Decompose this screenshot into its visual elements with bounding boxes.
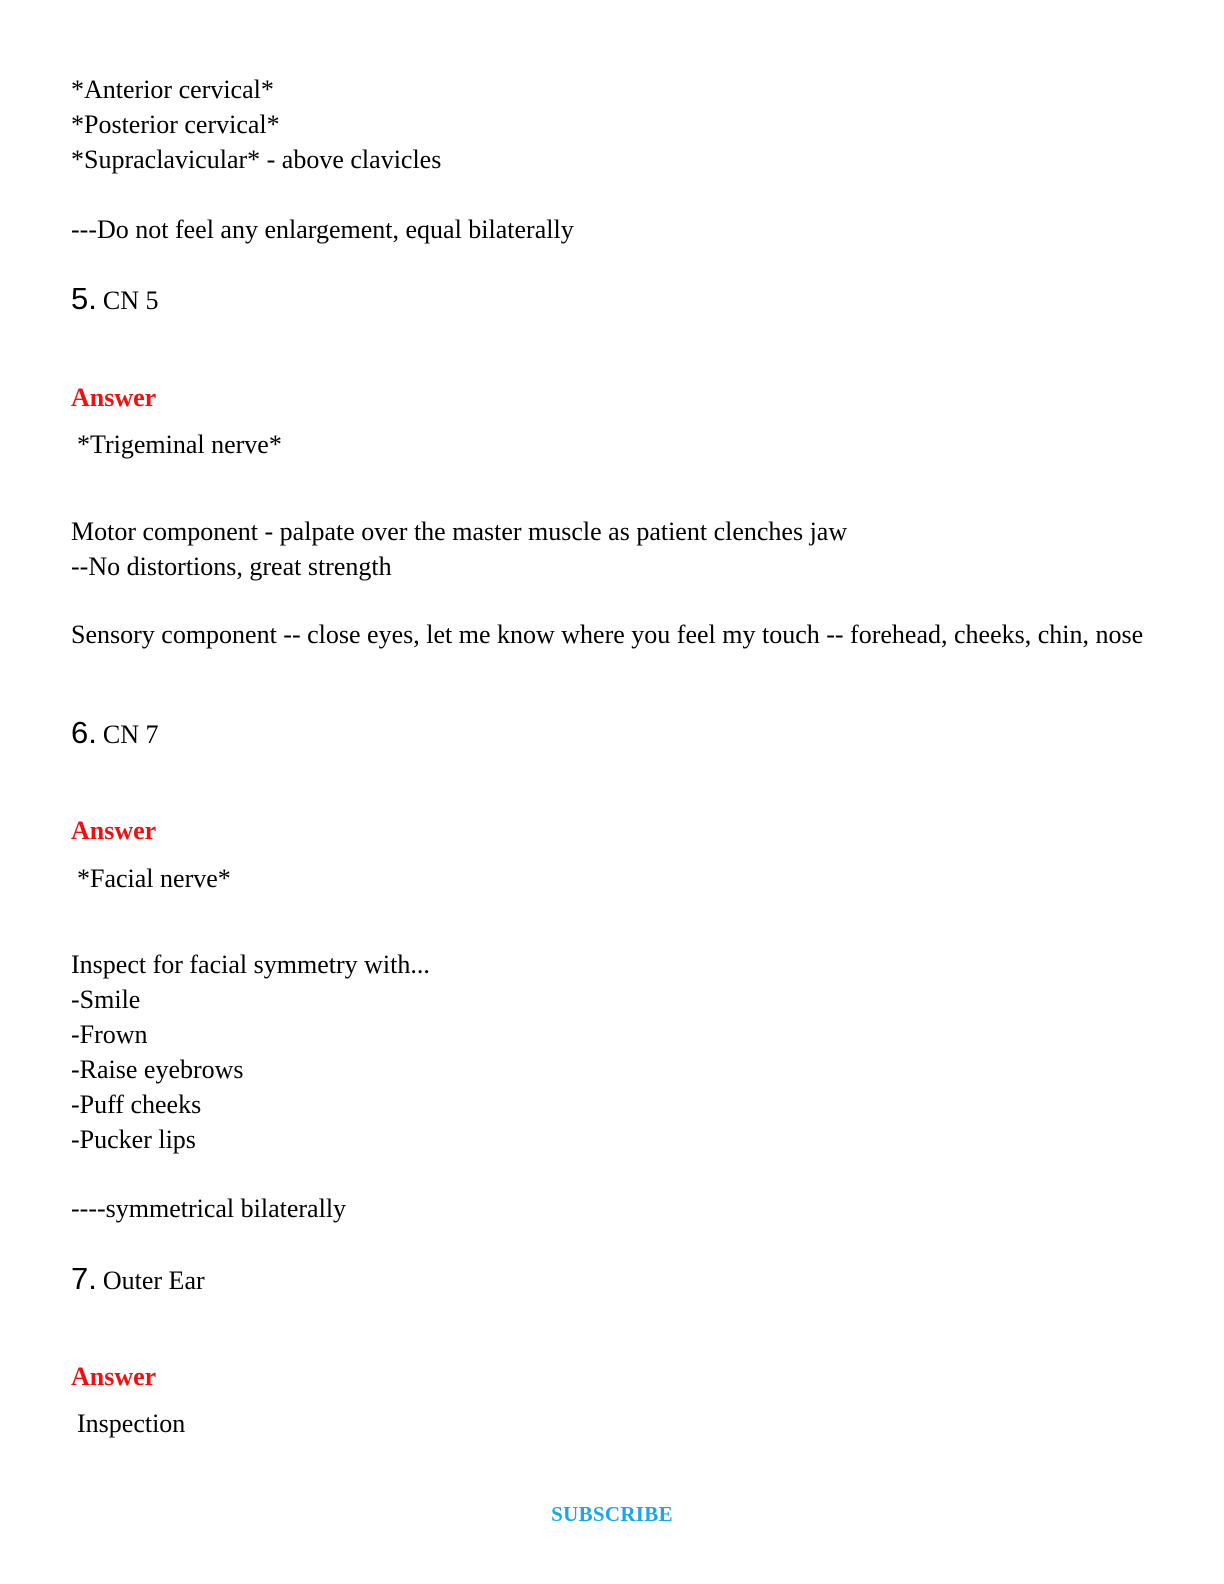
inspect-line: -Pucker lips [71, 1125, 196, 1154]
answer-text: *Trigeminal nerve* [77, 430, 282, 459]
question-title: Outer Ear [102, 1266, 205, 1295]
answer-label: Answer [71, 816, 157, 845]
sensory-component: Sensory component -- close eyes, let me know where you feel my touch -- forehead, cheeks, chin, nose [71, 620, 1144, 649]
question-heading [71, 716, 158, 752]
motor-finding: --No distortions, great strength [71, 552, 392, 581]
lymph-node-line: *Posterior cervical* [71, 110, 280, 139]
inspect-line: Inspect for facial symmetry with... [71, 950, 430, 979]
answer-text: *Facial nerve* [77, 864, 231, 893]
subscribe-link[interactable]: SUBSCRIBE [551, 1502, 673, 1526]
inspect-line: -Smile [71, 985, 141, 1014]
facial-finding: ----symmetrical bilaterally [71, 1194, 347, 1223]
question-number: 6. [71, 715, 97, 750]
question-heading [71, 282, 158, 318]
question-number: 7. [71, 1261, 97, 1296]
lymph-node-line: *Anterior cervical* [71, 75, 274, 104]
motor-component: Motor component - palpate over the master muscle as patient clenches jaw [71, 517, 848, 546]
inspect-line: -Frown [71, 1020, 148, 1049]
inspect-line: -Raise eyebrows [71, 1055, 244, 1084]
question-title: CN 5 [102, 286, 159, 315]
lymph-node-finding: ---Do not feel any enlargement, equal bilaterally [71, 215, 574, 244]
answer-label: Answer [71, 1362, 157, 1391]
question-number: 5. [71, 281, 97, 316]
question-title: CN 7 [102, 720, 159, 749]
question-heading [71, 1262, 205, 1298]
answer-label: Answer [71, 383, 157, 412]
inspect-line: -Puff cheeks [71, 1090, 202, 1119]
lymph-node-line: *Supraclavicular* - above clavicles [71, 145, 442, 174]
answer-text: Inspection [77, 1409, 186, 1438]
